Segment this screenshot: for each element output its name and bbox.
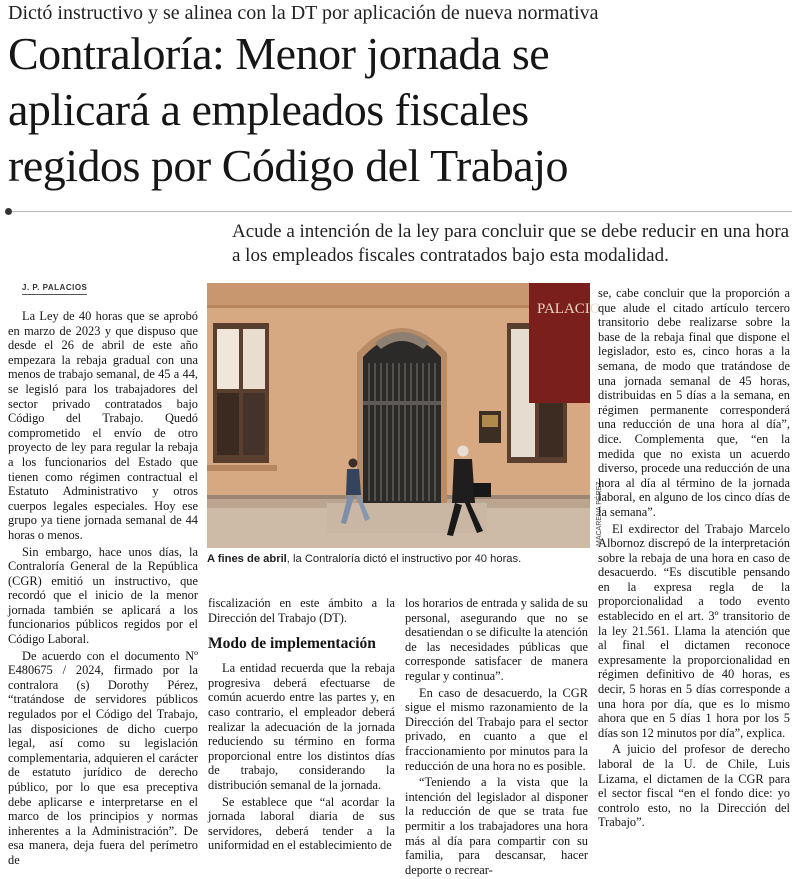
- body-column-1: [8, 309, 198, 870]
- headline-line-3: regidos por Código del Trabajo: [8, 140, 568, 191]
- divider-rule: [8, 211, 792, 212]
- body-column-4: [598, 286, 790, 832]
- paragraph: se, cabe concluir que la proporción a que alude el citado artículo tercero transitorio debe realizarse sobre la base de la rebaja final que dispone el legislador, esto es, cinco horas a la semana, de modo que tratándose de una jornada semanal de 45 horas, distribuidas en 5 días a la semana, en régimen permanente corresponderá una reducción de una hora al día”, dice. Complementa que, “en la medida que no exista un acuerdo diverso, procede una reducción de una hora al día al término de la jornada laboral, en alguno de los cinco días de la semana”.: [598, 286, 790, 519]
- photo-credit-text: MACARENA PÉREZ: [596, 481, 603, 546]
- caption-text: , la Contraloría dictó el instructivo por 40 horas.: [286, 553, 522, 565]
- section-subheading: Modo de implementación: [208, 635, 376, 653]
- headline: [8, 26, 792, 194]
- byline: J. P. PALACIOS: [22, 283, 87, 295]
- kicker: Dictó instructivo y se alinea con la DT por aplicación de nueva normativa: [8, 2, 599, 24]
- headline-line-2: aplicará a empleados fiscales: [8, 84, 529, 135]
- paragraph: La entidad recuerda que la rebaja progresiva deberá efectuarse de común acuerdo entre las partes y, en caso contrario, el empleador deberá realizar la adecuación de la jornada reduciendo su término en forma proporcional entre los distintos días de trabajo, considerando la distribución semanal de la jornada.: [208, 661, 395, 792]
- lead-summary: Acude a intención de la ley para concluir que se debe reducir en una hora a los empleados fiscales contratados bajo esta modalidad.: [232, 221, 790, 266]
- divider-dot: [5, 208, 12, 215]
- paragraph: fiscalización en este ámbito a la Dirección del Trabajo (DT).: [208, 596, 395, 625]
- body-column-3: [405, 596, 588, 879]
- paragraph: Sin embargo, hace unos días, la Contraloría General de la República (CGR) emitió un instructivo, que recordó que el inicio de la menor jornada también se aplicará a los funcionarios públicos regidos por el Código Laboral.: [8, 544, 198, 647]
- paragraph: El exdirector del Trabajo Marcelo Albornoz discrepó de la interpretación sobre la rebaja de una hora en caso de desacuerdo. “Es discutible pensando en la expresa regla de la proporcionalidad a todo evento establecido en el art. 3º transitorio de la ley 21.561. Llama la atención que al final el dictamen reconoce expresamente la proporcionalidad en régimen definitivo de 40 horas, es decir, 5 horas en 5 días corresponde a una hora por día, que es lo mismo ahora que en 5 días 1 hora por los 5 días son 12 minutos por día”, explica.: [598, 521, 790, 740]
- paragraph: En caso de desacuerdo, la CGR sigue el mismo razonamiento de la Dirección del Trabajo para el sector privado, en cuanto a que el fraccionamiento por minutos para la reducción de una hora no es posible.: [405, 685, 588, 773]
- paragraph: “Teniendo a la vista que la intención del legislador al disponer la reducción de que se trata fue permitir a los trabajadores una hora más al día para compartir con su familia, para descansar, hacer deporte o recrear-: [405, 775, 588, 877]
- paragraph: A juicio del profesor de derecho laboral de la U. de Chile, Luis Lizama, el dictamen de la CGR para el sector fiscal “en el fondo dice: yo controlo esto, no la Dirección del Trabajo”.: [598, 742, 790, 830]
- caption-bold-lead: A fines de abril: [207, 553, 287, 565]
- body-column-2: [208, 596, 395, 855]
- paragraph: La Ley de 40 horas que se aprobó en marzo de 2023 y que dispuso que desde el 26 de abril de este año empezara la rebaja gradual con una menos de trabajo semanal, de 45 a 44, se legisló para los trabajadores del sector privado contratados bajo Código del Trabajo. Quedó comprometido el envío de otro proyecto de ley para regular la rebaja a los funcionarios del Estado que tienen como régimen contractual el Estatuto Administrativo y otros cuerpos legales especiales. Hoy ese grupo ya tiene jornada semanal de 44 horas o menos.: [8, 309, 198, 542]
- headline-line-1: Contraloría: Menor jornada se: [8, 28, 550, 79]
- paragraph: los horarios de entrada y salida de su personal, asegurando que no se desatiendan o se dificulte la atención de las necesidades públicas que corresponde satisfacer de manera regular y continua”.: [405, 596, 588, 683]
- paragraph: Se establece que “al acordar la jornada laboral diaria de sus servidores, deberá tender a la uniformidad en el establecimiento de: [208, 794, 395, 853]
- banner-sign-text: PALACIO: [537, 301, 601, 317]
- paragraph: De acuerdo con el documento Nº E480675 / 2024, firmado por la contralora (s) Dorothy Pérez, “tratándose de servidores públicos regulados por el Código del Trabajo, las disposiciones de dicho cuerpo legal, así como su legislación complementaria, adquieren el carácter de estatuto jurídico de derecho público, por lo que esa preceptiva debe aplicarse e interpretarse en el marco de los principios y normas inherentes a la Administración”. De esa manera, deja fuera del perímetro de: [8, 648, 198, 867]
- photo-caption: [207, 553, 590, 565]
